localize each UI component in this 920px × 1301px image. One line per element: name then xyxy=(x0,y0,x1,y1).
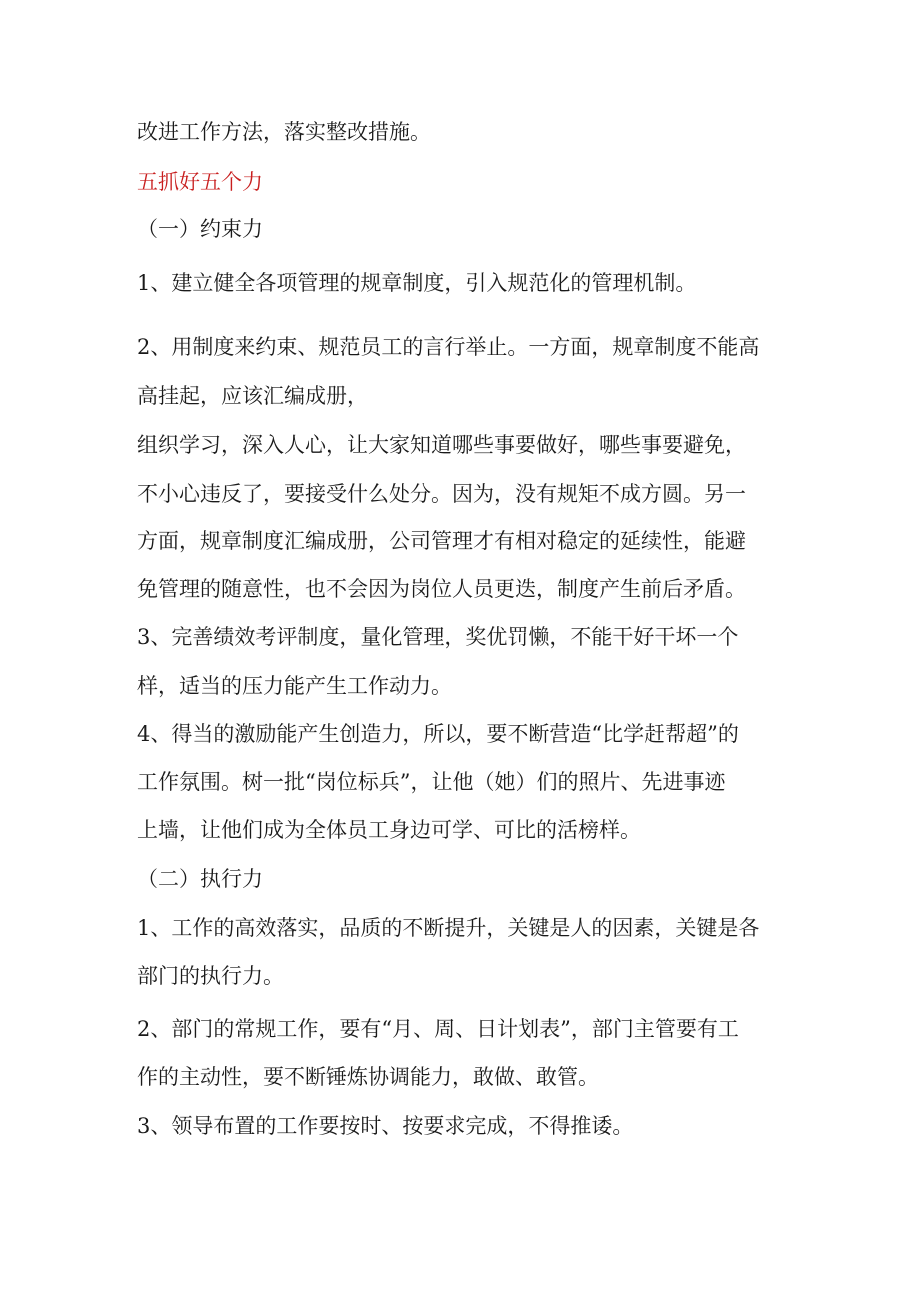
section-heading: 五抓好五个力 xyxy=(137,170,263,194)
subsection-heading: （二）执行力 xyxy=(137,867,263,891)
paragraph-line: 3、领导布置的工作要按时、按要求完成，不得推诿。 xyxy=(137,1114,634,1138)
paragraph-line: 1、建立健全各项管理的规章制度，引入规范化的管理机制。 xyxy=(137,271,697,295)
paragraph-line: 不小心违反了，要接受什么处分。因为，没有规矩不成方圆。另一 xyxy=(137,482,746,506)
paragraph-line: 改进工作方法，落实整改措施。 xyxy=(137,120,431,144)
paragraph-line: 样，适当的压力能产生工作动力。 xyxy=(137,674,452,698)
paragraph-line: 作的主动性，要不断锤炼协调能力，敢做、敢管。 xyxy=(137,1065,599,1089)
paragraph-line: 4、得当的激励能产生创造力，所以，要不断营造“比学赶帮超”的 xyxy=(137,722,739,746)
paragraph-line: 部门的执行力。 xyxy=(137,964,284,988)
paragraph-line: 工作氛围。树一批“岗位标兵”，让他（她）们的照片、先进事迹 xyxy=(137,770,726,794)
paragraph-line: 2、用制度来约束、规范员工的言行举止。一方面，规章制度不能高 xyxy=(137,335,760,359)
paragraph-line: 3、完善绩效考评制度，量化管理，奖优罚懒，不能干好干坏一个 xyxy=(137,625,739,649)
paragraph-line: 上墙，让他们成为全体员工身边可学、可比的活榜样。 xyxy=(137,818,641,842)
paragraph-line: 高挂起，应该汇编成册， xyxy=(137,384,368,408)
paragraph-line: 2、部门的常规工作，要有“月、周、日计划表”，部门主管要有工 xyxy=(137,1017,739,1041)
paragraph-line: 免管理的随意性，也不会因为岗位人员更迭，制度产生前后矛盾。 xyxy=(137,577,746,601)
paragraph-line: 方面，规章制度汇编成册，公司管理才有相对稳定的延续性，能避 xyxy=(137,529,746,553)
paragraph-line: 1、工作的高效落实，品质的不断提升，关键是人的因素，关键是各 xyxy=(137,916,760,940)
paragraph-line: 组织学习，深入人心，让大家知道哪些事要做好，哪些事要避免， xyxy=(137,433,746,457)
subsection-heading: （一）约束力 xyxy=(137,217,263,241)
